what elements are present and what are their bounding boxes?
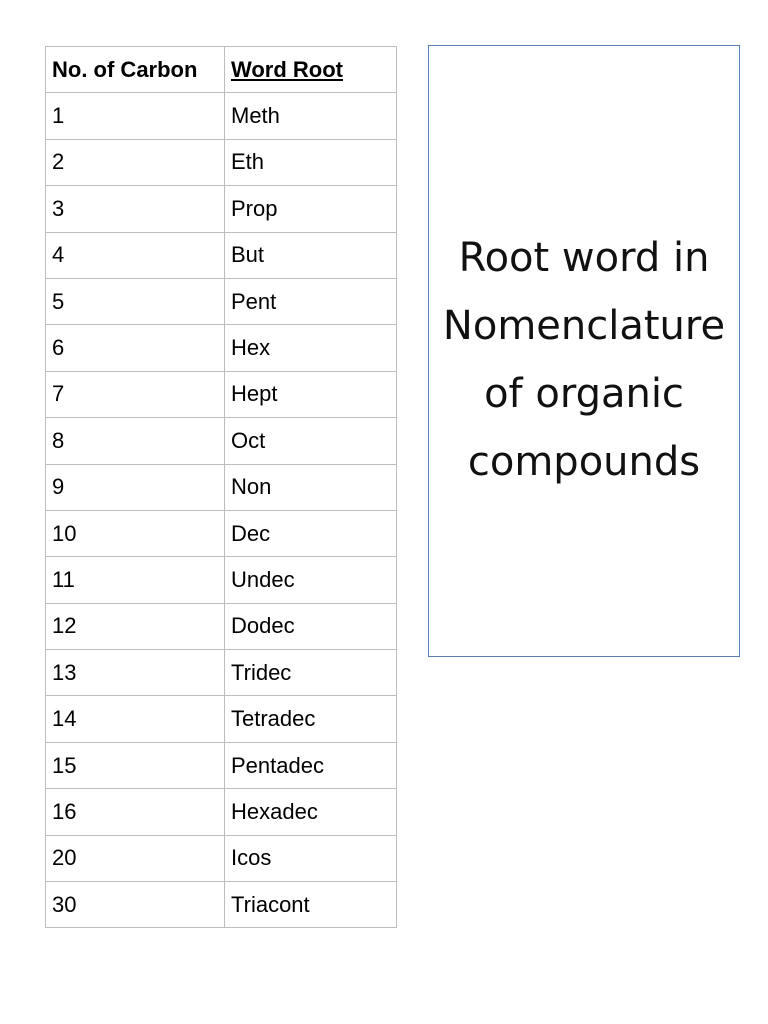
table-row: [46, 835, 397, 881]
word-root-cell: Hept: [225, 371, 397, 417]
word-root-cell: Oct: [225, 418, 397, 464]
carbon-count-cell: 30: [46, 882, 225, 928]
header-word-root-label: Word Root: [231, 56, 344, 82]
word-root-cell: Icos: [225, 835, 397, 881]
carbon-count-cell: 16: [46, 789, 225, 835]
table-row: [46, 232, 397, 278]
title-text: [429, 224, 739, 496]
carbon-count-cell: 6: [46, 325, 225, 371]
carbon-count-cell: 11: [46, 557, 225, 603]
word-root-cell: Pent: [225, 278, 397, 324]
carbon-count-cell: 7: [46, 371, 225, 417]
table-row: [46, 325, 397, 371]
table-body: [46, 93, 397, 928]
carbon-count-cell: 5: [46, 278, 225, 324]
table-row: [46, 371, 397, 417]
word-root-cell: Tridec: [225, 650, 397, 696]
word-root-cell: But: [225, 232, 397, 278]
table-row: [46, 742, 397, 788]
title-box: [428, 45, 740, 657]
carbon-count-cell: 12: [46, 603, 225, 649]
header-carbon-count: No. of Carbon: [46, 47, 225, 93]
carbon-count-cell: 2: [46, 139, 225, 185]
table-row: [46, 696, 397, 742]
table-row: [46, 278, 397, 324]
table-row: [46, 510, 397, 556]
table-row: [46, 789, 397, 835]
table-row: [46, 557, 397, 603]
carbon-count-cell: 4: [46, 232, 225, 278]
table-row: [46, 650, 397, 696]
carbon-count-cell: 10: [46, 510, 225, 556]
word-root-cell: Non: [225, 464, 397, 510]
word-root-cell: Prop: [225, 186, 397, 232]
carbon-count-cell: 1: [46, 93, 225, 139]
title-line: Root word in: [458, 235, 710, 281]
word-root-cell: Dodec: [225, 603, 397, 649]
carbon-count-cell: 8: [46, 418, 225, 464]
title-line: Nomenclature: [442, 303, 726, 349]
table-row: [46, 186, 397, 232]
word-root-cell: Hex: [225, 325, 397, 371]
table-row: [46, 464, 397, 510]
table-row: [46, 93, 397, 139]
table-row: [46, 139, 397, 185]
carbon-count-cell: 3: [46, 186, 225, 232]
carbon-count-cell: 9: [46, 464, 225, 510]
word-root-cell: Triacont: [225, 882, 397, 928]
word-root-cell: Meth: [225, 93, 397, 139]
header-word-root: [225, 47, 397, 93]
word-root-cell: Pentadec: [225, 742, 397, 788]
table-header-row: [46, 47, 397, 93]
carbon-count-cell: 15: [46, 742, 225, 788]
table-row: [46, 882, 397, 928]
carbon-count-cell: 20: [46, 835, 225, 881]
carbon-count-cell: 14: [46, 696, 225, 742]
table-row: [46, 603, 397, 649]
carbon-count-cell: 13: [46, 650, 225, 696]
title-line: compounds: [467, 439, 701, 485]
table-row: [46, 418, 397, 464]
word-root-table: [45, 46, 397, 928]
title-line: of organic: [484, 371, 684, 417]
word-root-cell: Undec: [225, 557, 397, 603]
word-root-cell: Eth: [225, 139, 397, 185]
word-root-cell: Tetradec: [225, 696, 397, 742]
word-root-cell: Hexadec: [225, 789, 397, 835]
word-root-cell: Dec: [225, 510, 397, 556]
